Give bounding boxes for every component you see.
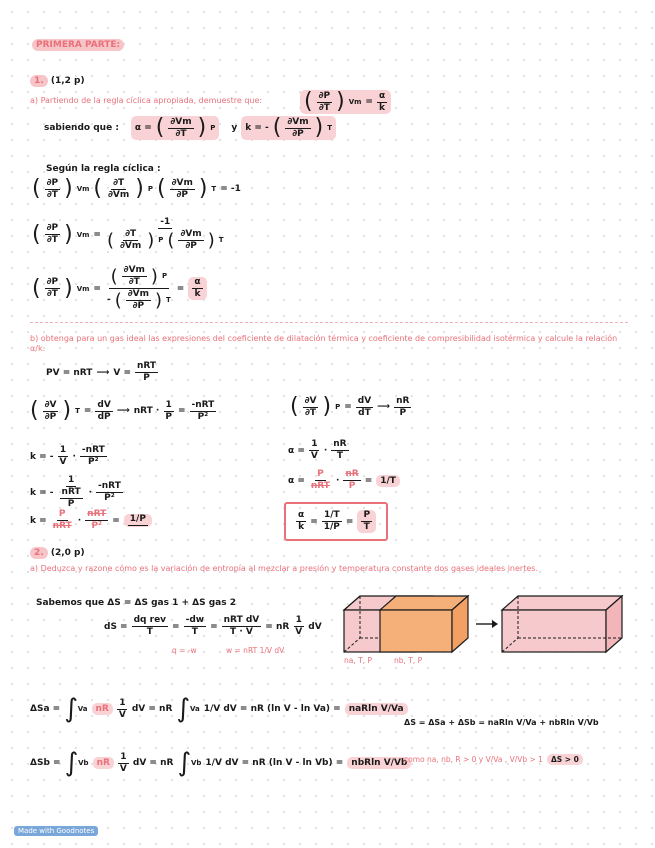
page-title: PRIMERA PARTE:: [32, 40, 124, 50]
question-points: (1,2 p): [50, 76, 85, 86]
dv-dp-derivation: ( $\frac{\partial V}{\partial P}$ ) T = $\frac{dV}{dP}$ ⟶ nRT · $\frac{1}{P}$ = $\frac{\text{-nRT}}{\text{P²}}$: [30, 398, 215, 423]
question-points: (2,0 p): [50, 548, 85, 558]
mixed-gas-box: [502, 596, 622, 652]
delta-sb-result: nbRln V/Vb: [347, 757, 411, 769]
question-1-header: [30, 76, 85, 86]
cyclic-equation-3: ( $\frac{\partial P}{\partial T}$ ) Vm = ( $\frac{\partial Vm}{\partial T}$ ) P - ( $\frac{\partial Vm}{\partial P}$ ) T = $\frac{\alpha}{k}$: [32, 266, 207, 311]
alpha-result: 1/T: [376, 475, 400, 487]
mixing-diagram: [336, 592, 626, 672]
goodnotes-watermark: Made with Goodnotes: [14, 826, 98, 836]
delta-sb-equation: ΔSb = ∫ Vb nR $\frac{1}{V}$ dV = nR ∫ Vb 1/V dV = nR (ln V - ln Vb) = nbRln V/Vb: [30, 750, 411, 776]
delta-sa-equation: ΔSa = ∫ Va nR $\frac{1}{V}$ dV = nR ∫ Va 1/V dV = nR (ln V - ln Va) = naRln V/Va: [30, 696, 408, 722]
question-2-header: [30, 548, 85, 558]
question-number: 2.: [30, 547, 48, 559]
cyclic-rule-label: Según la regla cíclica :: [46, 164, 161, 174]
gas-b-label: nb, T, P: [394, 656, 423, 665]
ideal-gas-law: PV = nRT ⟶ V = $\frac{\text{nRT}}{P}$: [46, 361, 157, 383]
entropy-sum: Sabemos que ΔS = ΔS gas 1 + ΔS gas 2: [36, 598, 236, 608]
q1a-known-definitions: sabiendo que : α = ( $\frac{\partial Vm}{\partial T}$ ) P y k = - ( $\frac{\partial Vm}{\partial P}$ ) T: [44, 116, 336, 140]
delta-sa-result: naRln V/Va: [345, 703, 408, 715]
alpha-definition: α = ( $\frac{\partial Vm}{\partial T}$ ) P: [131, 116, 219, 140]
known-label: sabiendo que :: [44, 123, 119, 133]
alpha-line-1: α = $\frac{1}{V}$ · $\frac{nR}{T}$: [288, 439, 347, 461]
w-expression: w = nRT 1/V dV: [226, 646, 285, 655]
q1a-target-formula: ( $\frac{\partial P}{\partial T}$ ) Vm = $\frac{\alpha}{k}$: [300, 90, 391, 114]
gas-a-label: na, T, P: [344, 656, 372, 665]
alpha-line-2: α = $\frac{P}{\text{nRT}}$ · $\frac{nR}{P}$ = 1/T: [288, 470, 400, 491]
ds-derivation: dS = $\frac{\text{dq rev}}{T}$ = $\frac{-dw}{T}$ = $\frac{\text{nRT dV}}{T \cdot V}$ = nR $\frac{1}{V}$ dV: [104, 615, 322, 637]
gas-b-box: [380, 596, 468, 652]
q2-statement: a) Deduzca y razone cómo es la variación de entropía al mezclar a presión y temperatura constante dos gases ideales inertes.: [30, 564, 538, 573]
cyclic-equation-2: ( $\frac{\partial P}{\partial T}$ ) Vm = -1 ( $\frac{\partial T}{\partial Vm}$ ) P ( $\frac{\partial Vm}{\partial P}$ ) T: [32, 217, 224, 251]
kappa-result: 1/P: [129, 514, 146, 524]
q-equals-minus-w: q = -w: [172, 646, 197, 655]
q1a-statement: a) Partiendo de la regla cíclica apropiada, demuestre que:: [30, 96, 263, 105]
q1b-statement: b) obtenga para un gas ideal las expresiones del coeficiente de dilatación térmica y coeficiente de compresibilidad isotérmica y calcule la relación α/k.: [30, 334, 618, 353]
conclusion-result: ΔS > 0: [547, 754, 583, 765]
cyclic-equation-1: ( $\frac{\partial P}{\partial T}$ ) Vm ( $\frac{\partial T}{\partial Vm}$ ) P ( $\frac{\partial Vm}{\partial P}$ ) T = -1: [32, 176, 241, 201]
entropy-conclusion: como na, nb, R > 0 y V/Va , V/Vb > 1 ΔS > 0: [404, 754, 583, 765]
kappa-definition: k = - ( $\frac{\partial Vm}{\partial P}$ ) T: [241, 116, 336, 140]
question-number: 1.: [30, 75, 48, 87]
dv-dt-derivation: ( $\frac{\partial V}{\partial T}$ ) P = $\frac{dV}{dT}$ ⟶ $\frac{nR}{P}$: [290, 394, 410, 419]
kappa-line-3: k = $\frac{P}{\text{nRT}}$ · $\frac{\text{nRT}}{\text{P²}}$ = 1/P: [30, 510, 152, 531]
section-divider: [30, 322, 628, 323]
kappa-line-2: k = - $\frac{1}{\frac{\text{nRT}}{P}}$ · $\frac{\text{-nRT}}{\text{P²}}$: [30, 475, 121, 509]
ratio-result-box: $\frac{\alpha}{k}$ = $\frac{1/T}{1/P}$ = $\frac{P}{T}$: [284, 502, 388, 541]
total-entropy: ΔS = ΔSa + ΔSb = naRln V/Va + nbRln V/Vb: [404, 718, 599, 727]
kappa-line-1: k = - $\frac{1}{V}$ · $\frac{\text{-nRT}}{\text{P²}}$: [30, 445, 105, 467]
